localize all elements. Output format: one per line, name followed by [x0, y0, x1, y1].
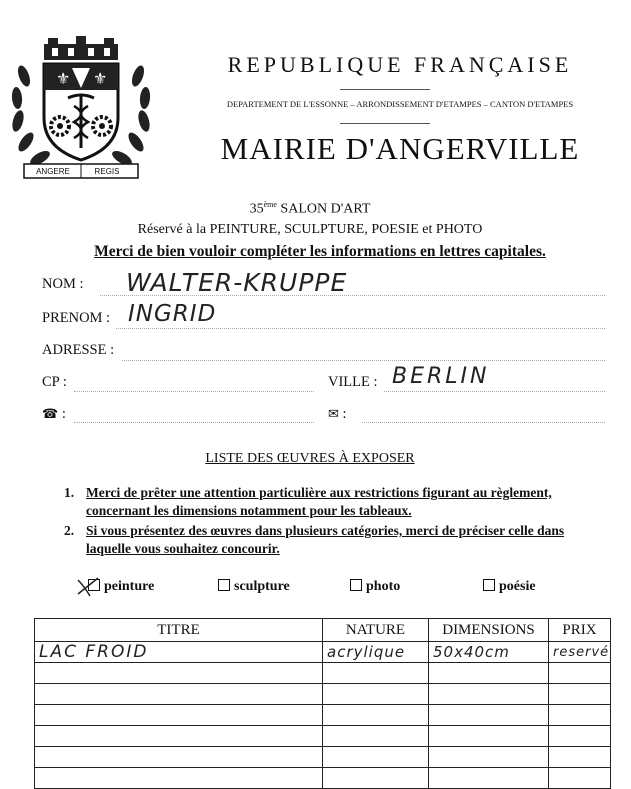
instruction-item-2 — [64, 522, 609, 558]
cell-dimensions[interactable] — [429, 705, 549, 726]
table-row — [35, 705, 611, 726]
ville-label: VILLE : — [328, 374, 378, 390]
cell-nature[interactable] — [323, 726, 429, 747]
category-label: peinture — [104, 579, 155, 594]
table-row — [35, 663, 611, 684]
salon-info — [60, 195, 560, 240]
table-header-row — [35, 619, 611, 642]
handwritten-check-mark — [76, 576, 102, 598]
instruction-text: Si vous présentez des œuvres dans plusieurs catégories, merci de préciser celle dans laquelle vous souhaitez concourir. — [86, 523, 565, 556]
cell-titre[interactable] — [35, 726, 323, 747]
table-row — [35, 768, 611, 789]
checkbox-poesie[interactable] — [483, 579, 495, 591]
cell-dimensions[interactable] — [429, 747, 549, 768]
svg-text:⚜: ⚜ — [93, 69, 108, 88]
instruction-text: Merci de prêter une attention particulière aux restrictions figurant au règlement, concernant les dimensions notamment pour les tableaux. — [86, 485, 552, 518]
column-header-titre: TITRE — [35, 619, 323, 642]
adresse-line — [122, 360, 605, 361]
cell-titre[interactable] — [35, 705, 323, 726]
works-list-title: LISTE DES ŒUVRES À EXPOSER — [205, 451, 415, 466]
email-line — [362, 422, 605, 423]
checkbox-sculpture[interactable] — [218, 579, 230, 591]
cell-prix[interactable] — [549, 705, 611, 726]
cell-nature[interactable] — [323, 684, 429, 705]
salon-reserved: Réservé à la PEINTURE, SCULPTURE, POESIE et PHOTO — [137, 221, 483, 237]
cell-titre[interactable] — [35, 684, 323, 705]
instruction-item-1 — [64, 484, 609, 520]
nom-label: NOM : — [42, 276, 84, 292]
salon-edition — [60, 195, 560, 220]
svg-text:⚜: ⚜ — [56, 69, 71, 88]
cell-dimensions[interactable]: 50x40cm — [429, 642, 549, 663]
category-photo[interactable] — [350, 579, 400, 595]
works-table — [34, 618, 611, 789]
ville-line — [384, 391, 605, 392]
nom-value[interactable]: WALTER-KRUPPE — [126, 268, 348, 297]
cell-titre[interactable] — [35, 747, 323, 768]
column-header-dimensions: DIMENSIONS — [429, 619, 549, 642]
instruction-number: 2. — [64, 523, 75, 538]
mairie-title: MAIRIE D'ANGERVILLE — [220, 131, 580, 166]
cell-dimensions[interactable] — [429, 726, 549, 747]
cp-line — [74, 391, 314, 392]
cell-dimensions[interactable] — [429, 663, 549, 684]
checkbox-photo[interactable] — [350, 579, 362, 591]
adresse-label: ADRESSE : — [42, 342, 115, 358]
cell-prix[interactable] — [549, 663, 611, 684]
cell-nature[interactable] — [323, 747, 429, 768]
cell-dimensions[interactable] — [429, 768, 549, 789]
header-rule-top — [340, 89, 430, 90]
cp-label: CP : — [42, 374, 67, 390]
category-label: photo — [366, 579, 401, 594]
column-header-nature: NATURE — [323, 619, 429, 642]
instruction-number: 1. — [64, 485, 75, 500]
cell-nature[interactable]: acrylique — [323, 642, 429, 663]
table-row — [35, 684, 611, 705]
envelope-icon: ✉ — [328, 407, 339, 422]
emblem-banner-right: REGIS — [94, 167, 120, 176]
coat-of-arms-emblem — [6, 36, 156, 186]
phone-line — [74, 422, 314, 423]
cell-nature[interactable] — [323, 768, 429, 789]
cell-prix[interactable] — [549, 747, 611, 768]
department-line: DEPARTEMENT DE L'ESSONNE – ARRONDISSEMENT D'ETAMPES – CANTON D'ETAMPES — [226, 99, 574, 109]
prenom-value[interactable]: INGRID — [128, 301, 217, 327]
cell-nature[interactable] — [323, 663, 429, 684]
cell-prix[interactable] — [549, 684, 611, 705]
prenom-line — [116, 328, 605, 329]
table-row — [35, 726, 611, 747]
cell-prix[interactable]: reservé — [549, 642, 611, 663]
republic-title: REPUBLIQUE FRANÇAISE — [227, 52, 573, 77]
salon-edition-text: SALON D'ART — [276, 201, 371, 217]
emblem-banner-left: ANGERE — [36, 167, 70, 176]
cell-prix[interactable] — [549, 726, 611, 747]
category-poesie[interactable] — [483, 579, 536, 595]
email-label: : — [342, 406, 347, 422]
cell-titre[interactable] — [35, 768, 323, 789]
category-label: sculpture — [234, 579, 290, 594]
cell-dimensions[interactable] — [429, 684, 549, 705]
salon-edition-number: 35 — [249, 201, 264, 217]
cell-titre[interactable]: LAC FROID — [35, 642, 323, 663]
category-sculpture[interactable] — [218, 579, 290, 595]
header-rule-bottom — [340, 123, 430, 124]
category-label: poésie — [499, 579, 536, 594]
phone-icon: ☎ — [42, 407, 59, 422]
column-header-prix: PRIX — [549, 619, 611, 642]
cell-nature[interactable] — [323, 705, 429, 726]
prenom-label: PRENOM : — [42, 310, 111, 326]
cell-titre[interactable] — [35, 663, 323, 684]
cell-prix[interactable] — [549, 768, 611, 789]
ville-value[interactable]: BERLIN — [392, 364, 490, 389]
table-row — [35, 642, 611, 663]
phone-label: : — [61, 406, 66, 422]
table-row — [35, 747, 611, 768]
salon-edition-suffix: ème — [263, 200, 277, 209]
works-table-body — [35, 642, 611, 789]
capital-letters-instruction: Merci de bien vouloir compléter les informations en lettres capitales. — [94, 243, 546, 260]
phone-field — [42, 406, 66, 423]
email-field — [328, 406, 347, 423]
